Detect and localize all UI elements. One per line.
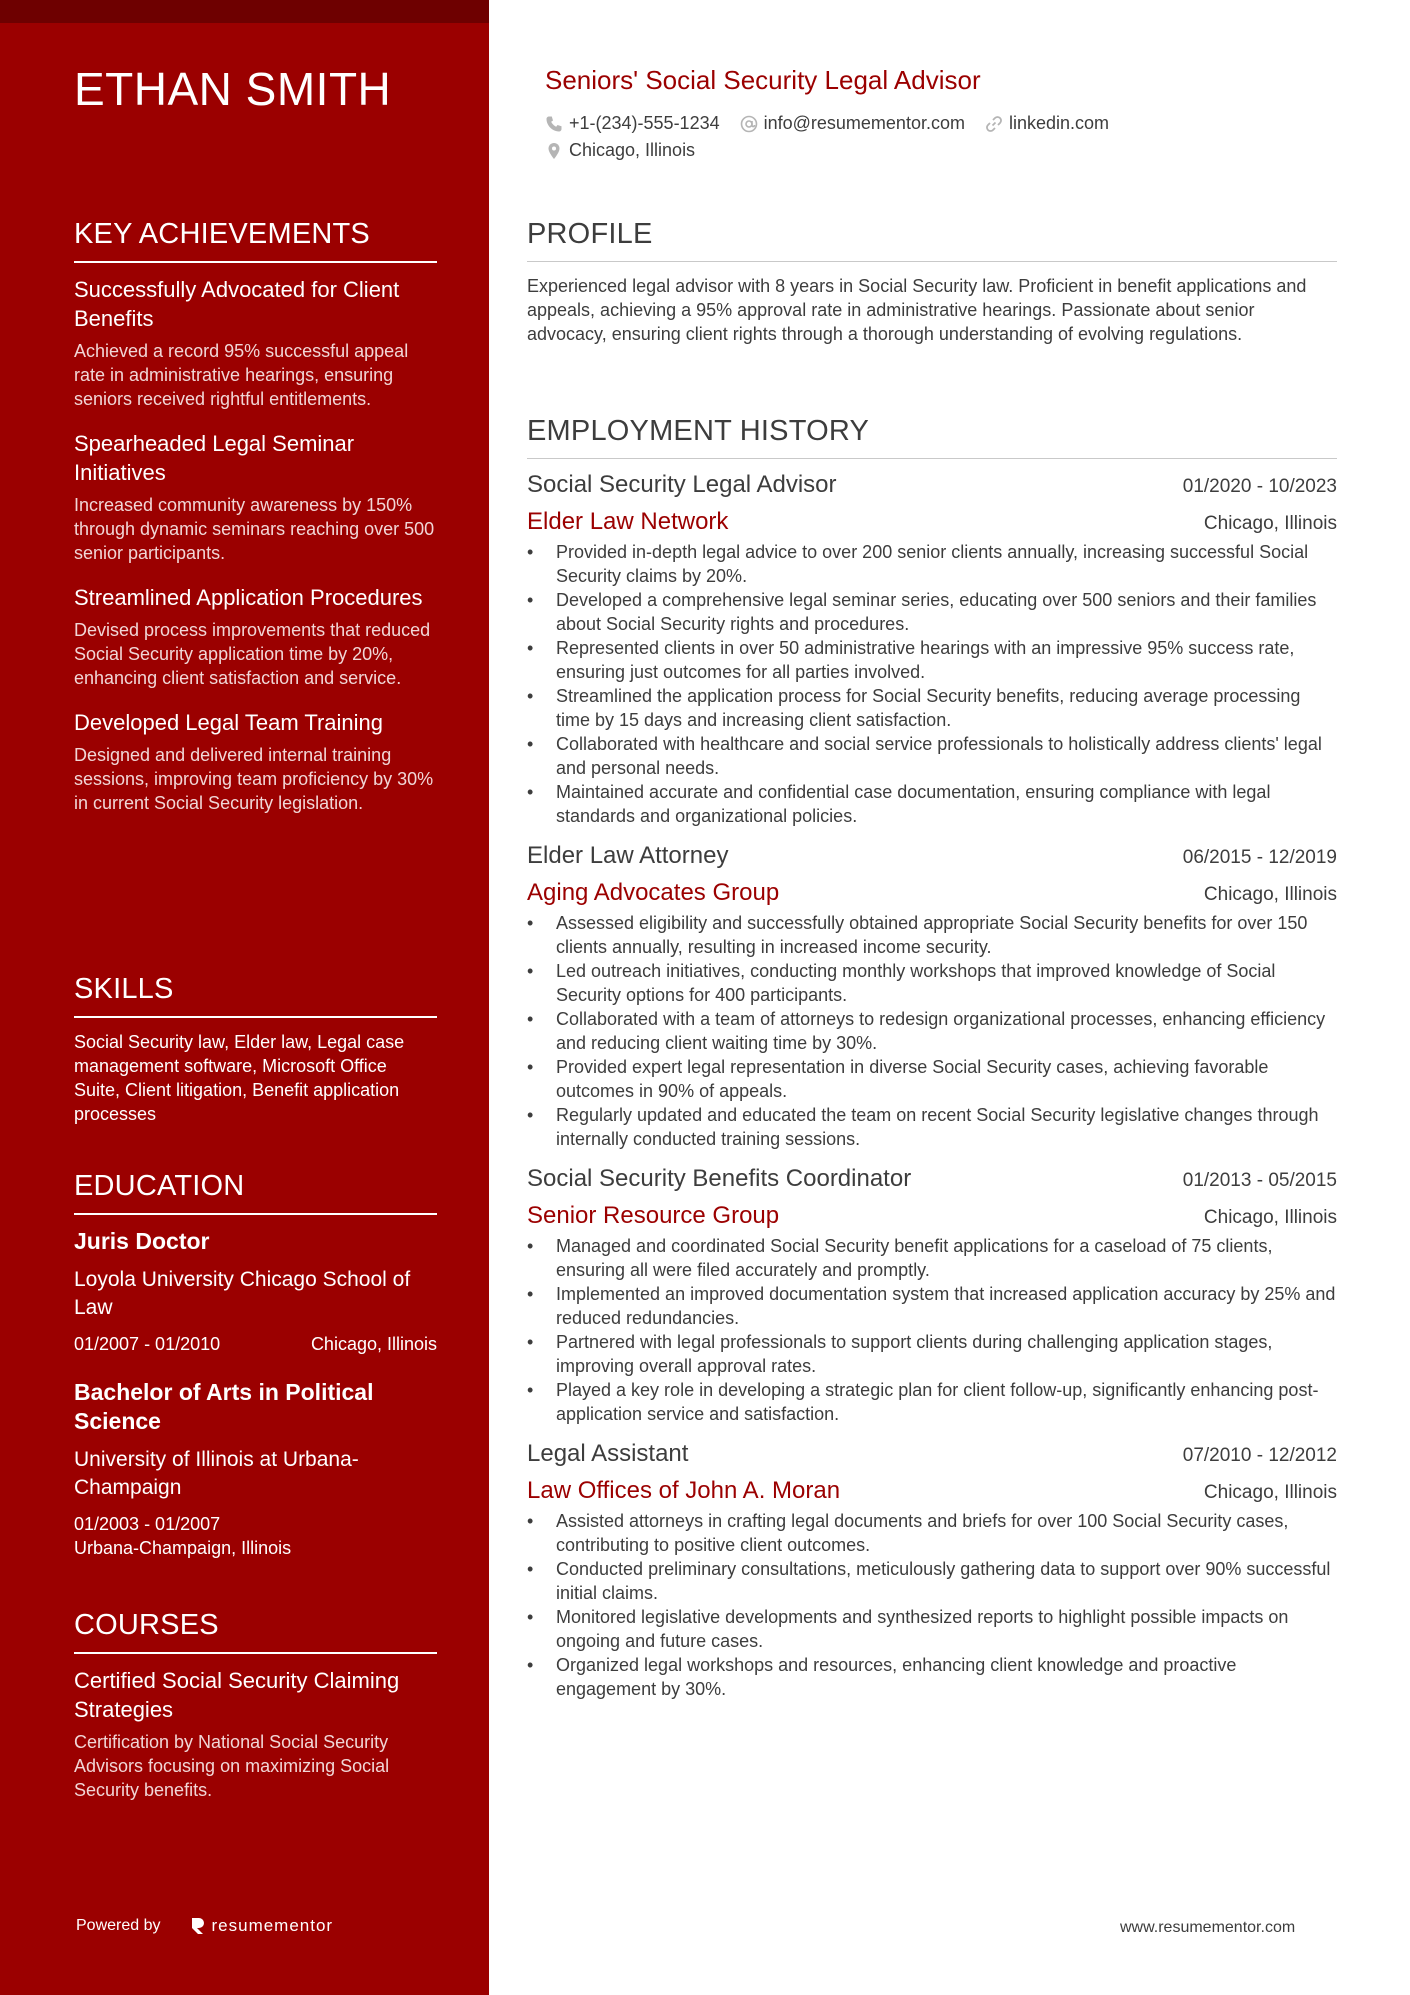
job-location: Chicago, Illinois <box>1203 513 1337 534</box>
job-dates: 01/2020 - 10/2023 <box>1182 476 1337 497</box>
location-pin-icon <box>545 142 563 160</box>
course-desc: Certification by National Social Security Advisors focusing on maximizing Social Security benefits. <box>74 1732 390 1800</box>
contact-phone-text: +1-(234)-555-1234 <box>569 113 720 133</box>
edu-location: Chicago, Illinois <box>310 1334 437 1354</box>
job-role: Social Security Benefits Coordinator <box>527 1165 912 1192</box>
job-location: Chicago, Illinois <box>1203 1482 1337 1503</box>
job-company: Law Offices of John A. Moran <box>527 1477 841 1504</box>
job-entry <box>527 1440 1337 1701</box>
job-bullet: • Partnered with legal professionals to support clients during challenging application stages, improving overall approval rates. <box>527 1330 1337 1378</box>
job-bullets <box>527 1234 1337 1426</box>
job-subheader <box>527 879 1337 907</box>
phone-icon <box>545 115 563 133</box>
job-header <box>527 1440 1337 1468</box>
job-bullets <box>527 540 1337 828</box>
resumementor-logo[interactable] <box>191 1916 334 1936</box>
employment-heading: EMPLOYMENT HISTORY <box>527 415 1337 459</box>
job-bullet: • Collaborated with healthcare and social service professionals to holistically address clients' legal and personal needs. <box>527 732 1337 780</box>
edu-school: Loyola University Chicago School of Law <box>74 1268 411 1319</box>
course-title: Certified Social Security Claiming Strategies <box>74 1668 400 1722</box>
job-company: Senior Resource Group <box>527 1202 780 1229</box>
profile-heading: PROFILE <box>527 218 1337 262</box>
job-location: Chicago, Illinois <box>1203 1207 1337 1228</box>
edu-meta <box>74 1512 437 1560</box>
achievement-desc: Designed and delivered internal training sessions, improving team proficiency by 30% in current Social Security legislation. <box>74 745 434 813</box>
job-bullet: • Assessed eligibility and successfully obtained appropriate Social Security benefits for over 150 clients annually, resulting in increased income security. <box>527 911 1337 959</box>
contact-location <box>545 140 695 161</box>
job-subheader <box>527 1477 1337 1505</box>
profile-text: Experienced legal advisor with 8 years in Social Security law. Proficient in benefit applications and appeals, achieving a 95% approval rate in administrative hearings. Passionate about senior advocacy, ensuring client rights through a thorough understanding of evolving regulations. <box>527 276 1307 344</box>
job-company: Elder Law Network <box>527 508 729 535</box>
job-company: Aging Advocates Group <box>527 879 780 906</box>
achievement-item <box>74 275 437 411</box>
job-role: Elder Law Attorney <box>527 842 729 869</box>
contact-linkedin[interactable] <box>985 113 1109 134</box>
achievement-item <box>74 708 437 815</box>
job-bullet: • Regularly updated and educated the team on recent Social Security legislative changes through internally conducted training sessions. <box>527 1103 1337 1151</box>
skills-section <box>74 973 437 1126</box>
job-header <box>527 471 1337 499</box>
job-dates: 06/2015 - 12/2019 <box>1182 847 1337 868</box>
job-bullet: • Provided in-depth legal advice to over 200 senior clients annually, increasing successful Social Security claims by 20%. <box>527 540 1337 588</box>
edu-degree: Juris Doctor <box>74 1228 210 1254</box>
courses-heading: COURSES <box>74 1609 437 1654</box>
contact-email-text: info@resumementor.com <box>763 113 965 133</box>
resumementor-logo-text: resumementor <box>211 1916 334 1935</box>
achievement-desc: Devised process improvements that reduced Social Security application time by 20%, enhancing client satisfaction and service. <box>74 620 431 688</box>
job-bullet: • Developed a comprehensive legal seminar series, educating over 500 seniors and their families about Social Security rights and procedures. <box>527 588 1337 636</box>
education-item <box>74 1378 437 1560</box>
edu-dates: 01/2003 - 01/2007 <box>74 1514 221 1534</box>
job-bullets <box>527 911 1337 1151</box>
job-bullet: • Collaborated with a team of attorneys to redesign organizational processes, enhancing efficiency and reducing client waiting time by 30%. <box>527 1007 1337 1055</box>
job-header <box>527 842 1337 870</box>
achievement-item <box>74 429 437 565</box>
job-bullet: • Assisted attorneys in crafting legal documents and briefs for over 100 Social Security cases, contributing to positive client outcomes. <box>527 1509 1337 1557</box>
job-bullet: • Conducted preliminary consultations, meticulously gathering data to support over 90% successful initial claims. <box>527 1557 1337 1605</box>
contact-phone[interactable] <box>545 113 720 134</box>
achievement-title: Successfully Advocated for Client Benefits <box>74 277 400 331</box>
contact-linkedin-text: linkedin.com <box>1008 113 1110 133</box>
job-entry <box>527 1165 1337 1426</box>
achievement-item <box>74 583 437 690</box>
sidebar-top-band <box>0 0 489 23</box>
education-item <box>74 1227 437 1356</box>
job-bullet: • Streamlined the application process for Social Security benefits, reducing average processing time by 15 days and increasing client satisfaction. <box>527 684 1337 732</box>
edu-meta <box>74 1332 437 1356</box>
job-location: Chicago, Illinois <box>1203 884 1337 905</box>
achievement-desc: Achieved a record 95% successful appeal rate in administrative hearings, ensuring seniors received rightful entitlements. <box>74 341 409 409</box>
education-heading: EDUCATION <box>74 1170 437 1215</box>
candidate-name: ETHAN SMITH <box>74 63 392 115</box>
achievement-title: Streamlined Application Procedures <box>74 585 423 610</box>
achievement-title: Developed Legal Team Training <box>74 710 384 735</box>
job-bullet: • Managed and coordinated Social Security benefit applications for a caseload of 75 clients, ensuring all were filed accurately and promptly. <box>527 1234 1337 1282</box>
edu-location: Urbana-Champaign, Illinois <box>74 1538 292 1558</box>
contact-row-1 <box>545 113 1129 134</box>
job-dates: 07/2010 - 12/2012 <box>1182 1445 1337 1466</box>
edu-school: University of Illinois at Urbana-Champaign <box>74 1448 359 1499</box>
achievements-heading: KEY ACHIEVEMENTS <box>74 218 437 263</box>
achievements-section <box>74 218 437 833</box>
course-item <box>74 1666 437 1802</box>
contact-location-text: Chicago, Illinois <box>569 140 696 160</box>
edu-dates: 01/2007 - 01/2010 <box>74 1334 221 1354</box>
job-role: Social Security Legal Advisor <box>527 471 837 498</box>
job-dates: 01/2013 - 05/2015 <box>1182 1170 1337 1191</box>
job-subheader <box>527 1202 1337 1230</box>
job-bullets <box>527 1509 1337 1701</box>
link-icon <box>985 115 1003 133</box>
achievement-title: Spearheaded Legal Seminar Initiatives <box>74 431 355 485</box>
job-bullet: • Represented clients in over 50 administrative hearings with an impressive 95% success rate, ensuring just outcomes for all parties involved. <box>527 636 1337 684</box>
job-entry <box>527 471 1337 828</box>
job-bullet: • Maintained accurate and confidential case documentation, ensuring compliance with legal standards and organizational policies. <box>527 780 1337 828</box>
at-icon <box>740 115 758 133</box>
skills-heading: SKILLS <box>74 973 437 1018</box>
sidebar <box>0 0 489 1995</box>
job-bullet: • Implemented an improved documentation system that increased application accuracy by 25% and reduced redundancies. <box>527 1282 1337 1330</box>
achievement-desc: Increased community awareness by 150% through dynamic seminars reaching over 500 senior participants. <box>74 495 435 563</box>
job-role: Legal Assistant <box>527 1440 689 1467</box>
employment-section <box>527 415 1337 1715</box>
job-entry <box>527 842 1337 1151</box>
resumementor-logo-icon <box>191 1917 205 1935</box>
contact-row-2 <box>545 140 715 161</box>
footer-url[interactable]: www.resumementor.com <box>1120 1919 1296 1936</box>
job-bullet: • Provided expert legal representation in diverse Social Security cases, achieving favorable outcomes in 90% of appeals. <box>527 1055 1337 1103</box>
job-subheader <box>527 508 1337 536</box>
job-bullet: • Monitored legislative developments and synthesized reports to highlight possible impacts on ongoing and future cases. <box>527 1605 1337 1653</box>
edu-degree: Bachelor of Arts in Political Science <box>74 1379 374 1434</box>
powered-by <box>76 1916 333 1936</box>
target-job-title: Seniors' Social Security Legal Advisor <box>545 65 981 95</box>
powered-by-label: Powered by <box>76 1917 161 1934</box>
profile-section <box>527 218 1337 346</box>
education-section <box>74 1170 437 1582</box>
job-header <box>527 1165 1337 1193</box>
job-bullet: • Organized legal workshops and resources, enhancing client knowledge and proactive engagement by 30%. <box>527 1653 1337 1701</box>
courses-section <box>74 1609 437 1820</box>
job-bullet: • Led outreach initiatives, conducting monthly workshops that improved knowledge of Social Security options for 400 participants. <box>527 959 1337 1007</box>
contact-email[interactable] <box>740 113 965 134</box>
job-bullet: • Played a key role in developing a strategic plan for client follow-up, significantly enhancing post-application service and satisfaction. <box>527 1378 1337 1426</box>
skills-list: Social Security law, Elder law, Legal case management software, Microsoft Office Suite, Client litigation, Benefit application processes <box>74 1032 405 1124</box>
